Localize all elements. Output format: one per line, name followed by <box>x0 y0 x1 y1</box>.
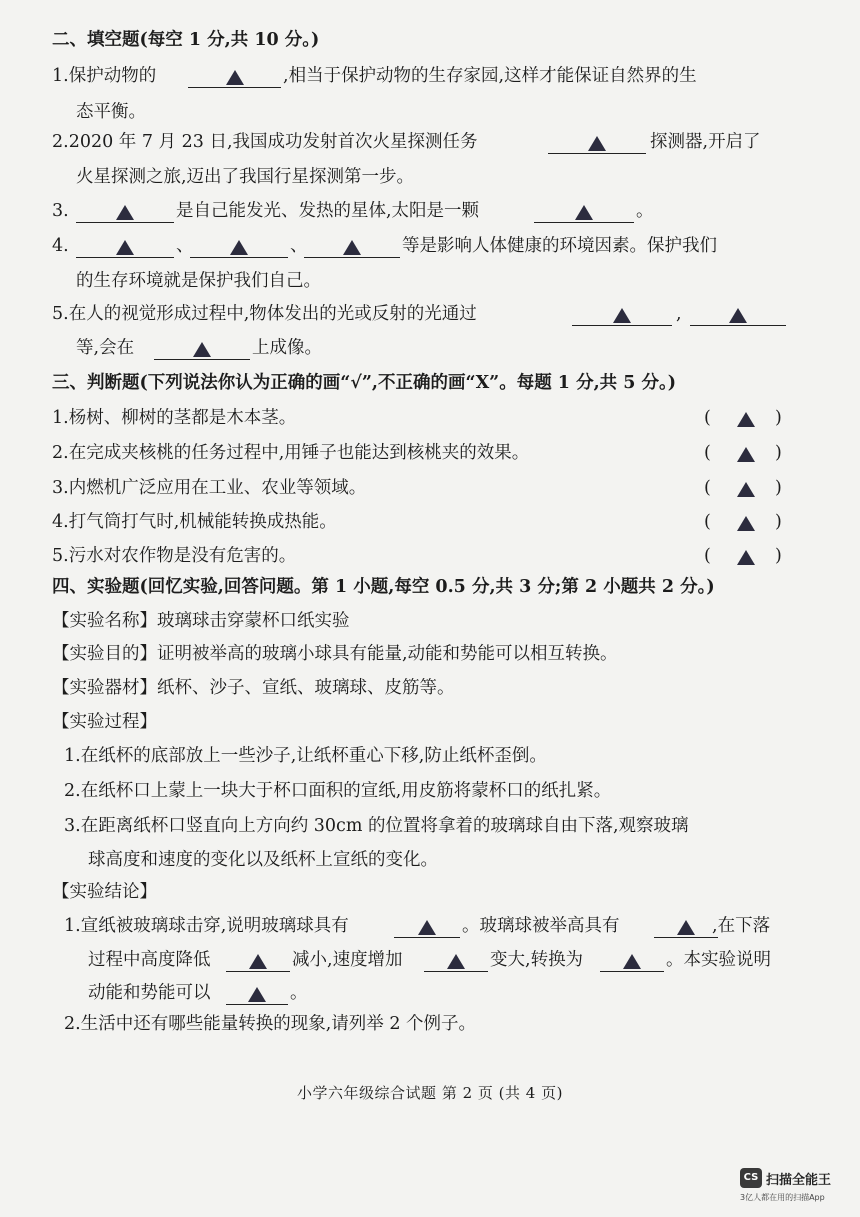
process-step-cont <box>0 842 860 878</box>
question-text: 2.生活中还有哪些能量转换的现象,请列举 2 个例子。 <box>64 1014 477 1034</box>
q2-4-line2 <box>0 263 860 299</box>
question-text: 、 <box>290 236 308 256</box>
triangle-icon <box>116 205 134 220</box>
triangle-icon <box>613 308 631 323</box>
body-text: 【实验过程】 <box>52 712 157 732</box>
body-text: 【实验名称】玻璃球击穿蒙杯口纸实验 <box>52 611 350 631</box>
question-text: 火星探测之旅,迈出了我国行星探测第一步。 <box>76 167 415 187</box>
close-paren: ) <box>775 443 782 463</box>
triangle-icon <box>575 205 593 220</box>
q2-2-line1 <box>0 124 860 160</box>
answer-blank[interactable] <box>424 952 488 972</box>
question-text: 。玻璃球被举高具有 <box>462 916 620 936</box>
process-step <box>0 808 860 844</box>
body-text: 1.在纸杯的底部放上一些沙子,让纸杯重心下移,防止纸杯歪倒。 <box>64 746 547 766</box>
question-text: 。本实验说明 <box>666 950 771 970</box>
question-text: 变大,转换为 <box>490 950 584 970</box>
open-paren: ( <box>704 443 711 463</box>
question-text: 5.污水对农作物是没有危害的。 <box>52 546 297 566</box>
triangle-icon <box>248 987 266 1002</box>
section-title-text: 四、实验题(回忆实验,回答问题。第 1 小题,每空 0.5 分,共 3 分;第 2 小题共 2 分。) <box>52 577 715 597</box>
triangle-icon[interactable] <box>737 447 755 462</box>
answer-blank[interactable] <box>654 918 718 938</box>
question-text: 态平衡。 <box>76 102 146 122</box>
answer-blank[interactable] <box>188 68 281 88</box>
q2-3 <box>0 193 860 229</box>
process-step <box>0 738 860 774</box>
triangle-icon <box>226 70 244 85</box>
question-text: 5.在人的视觉形成过程中,物体发出的光或反射的光通过 <box>52 304 477 324</box>
question-text: 探测器,开启了 <box>650 132 761 152</box>
answer-blank[interactable] <box>394 918 460 938</box>
question-text: 2.2020 年 7 月 23 日,我国成功发射首次火星探测任务 <box>52 132 478 152</box>
question-text: ,相当于保护动物的生存家园,这样才能保证自然界的生 <box>283 66 697 86</box>
question-text: , <box>676 304 682 324</box>
answer-blank[interactable] <box>76 203 174 223</box>
judge-item <box>0 504 860 540</box>
judge-item <box>0 400 860 436</box>
section-3-title <box>0 365 860 401</box>
question-text: 1.杨树、柳树的茎都是木本茎。 <box>52 408 297 428</box>
question-text: 1.宣纸被玻璃球击穿,说明玻璃球具有 <box>64 916 349 936</box>
section-title-text: 二、填空题(每空 1 分,共 10 分。) <box>52 30 320 50</box>
question-text: ,在下落 <box>712 916 771 936</box>
answer-blank[interactable] <box>154 340 250 360</box>
conclusion-1-line2 <box>0 942 860 978</box>
answer-blank[interactable] <box>600 952 664 972</box>
q2-5-line2 <box>0 330 860 366</box>
question-text: 、 <box>176 236 194 256</box>
question-text: 减小,速度增加 <box>292 950 403 970</box>
body-text: 【实验目的】证明被举高的玻璃小球具有能量,动能和势能可以相互转换。 <box>52 644 618 664</box>
close-paren: ) <box>775 408 782 428</box>
triangle-icon[interactable] <box>737 516 755 531</box>
question-text: 过程中高度降低 <box>88 950 211 970</box>
triangle-icon <box>343 240 361 255</box>
question-text: 3.内燃机广泛应用在工业、农业等领域。 <box>52 478 367 498</box>
triangle-icon <box>729 308 747 323</box>
answer-blank[interactable] <box>534 203 634 223</box>
open-paren: ( <box>704 478 711 498</box>
triangle-icon <box>588 136 606 151</box>
triangle-icon <box>230 240 248 255</box>
triangle-icon <box>677 920 695 935</box>
q2-1-line1 <box>0 58 860 94</box>
question-text: 动能和势能可以 <box>88 983 211 1003</box>
question-text: 上成像。 <box>252 338 322 358</box>
triangle-icon <box>623 954 641 969</box>
judge-item <box>0 435 860 471</box>
process-step <box>0 773 860 809</box>
question-text: 等是影响人体健康的环境因素。保护我们 <box>402 236 717 256</box>
experiment-materials <box>0 670 860 706</box>
q2-5-line1 <box>0 296 860 332</box>
triangle-icon <box>447 954 465 969</box>
triangle-icon <box>193 342 211 357</box>
close-paren: ) <box>775 546 782 566</box>
question-text: 。 <box>290 983 308 1003</box>
experiment-name <box>0 603 860 639</box>
question-text: 的生存环境就是保护我们自己。 <box>76 271 321 291</box>
judge-item <box>0 470 860 506</box>
section-2-title <box>0 22 860 58</box>
question-text: 4.打气筒打气时,机械能转换成热能。 <box>52 512 337 532</box>
conclusion-2 <box>0 1006 860 1042</box>
body-text: 【实验结论】 <box>52 882 157 902</box>
answer-blank[interactable] <box>226 985 288 1005</box>
close-paren: ) <box>775 478 782 498</box>
open-paren: ( <box>704 408 711 428</box>
question-text: 4. <box>52 236 69 256</box>
triangle-icon <box>418 920 436 935</box>
triangle-icon[interactable] <box>737 482 755 497</box>
q2-4-line1 <box>0 228 860 264</box>
triangle-icon <box>249 954 267 969</box>
conclusion-heading <box>0 874 860 910</box>
watermark-name: 扫描全能王 <box>766 1173 832 1188</box>
close-paren: ) <box>775 512 782 532</box>
answer-blank[interactable] <box>76 238 174 258</box>
body-text: 2.在纸杯口上蒙上一块大于杯口面积的宣纸,用皮筋将蒙杯口的纸扎紧。 <box>64 781 612 801</box>
question-text: 2.在完成夹核桃的任务过程中,用锤子也能达到核桃夹的效果。 <box>52 443 530 463</box>
triangle-icon <box>116 240 134 255</box>
open-paren: ( <box>704 546 711 566</box>
answer-blank[interactable] <box>226 952 290 972</box>
conclusion-1-line1 <box>0 908 860 944</box>
question-text: 是自己能发光、发热的星体,太阳是一颗 <box>176 201 480 221</box>
answer-blank[interactable] <box>690 306 786 326</box>
open-paren: ( <box>704 512 711 532</box>
triangle-icon[interactable] <box>737 412 755 427</box>
question-text: 等,会在 <box>76 338 135 358</box>
question-text: 。 <box>636 201 654 221</box>
triangle-icon[interactable] <box>737 550 755 565</box>
answer-blank[interactable] <box>548 134 646 154</box>
q2-2-line2 <box>0 159 860 195</box>
watermark-subtitle: 3亿人都在用的扫描App <box>740 1193 825 1202</box>
experiment-purpose <box>0 636 860 672</box>
section-title-text: 三、判断题(下列说法你认为正确的画“√”,不正确的画“X”。每题 1 分,共 5 分。) <box>52 373 677 393</box>
process-heading <box>0 704 860 740</box>
answer-blank[interactable] <box>572 306 672 326</box>
body-text: 球高度和速度的变化以及纸杯上宣纸的变化。 <box>88 850 438 870</box>
section-4-title <box>0 569 860 605</box>
scanner-watermark <box>740 1166 852 1206</box>
body-text: 3.在距离纸杯口竖直向上方向约 30cm 的位置将拿着的玻璃球自由下落,观察玻璃 <box>64 816 689 836</box>
page-footer: 小学六年级综合试题 第 2 页 (共 4 页) <box>297 1084 563 1102</box>
question-text: 1.保护动物的 <box>52 66 157 86</box>
camscanner-logo-icon: CS <box>740 1168 762 1188</box>
answer-blank[interactable] <box>190 238 288 258</box>
body-text: 【实验器材】纸杯、沙子、宣纸、玻璃球、皮筋等。 <box>52 678 455 698</box>
answer-blank[interactable] <box>304 238 400 258</box>
question-text: 3. <box>52 201 69 221</box>
